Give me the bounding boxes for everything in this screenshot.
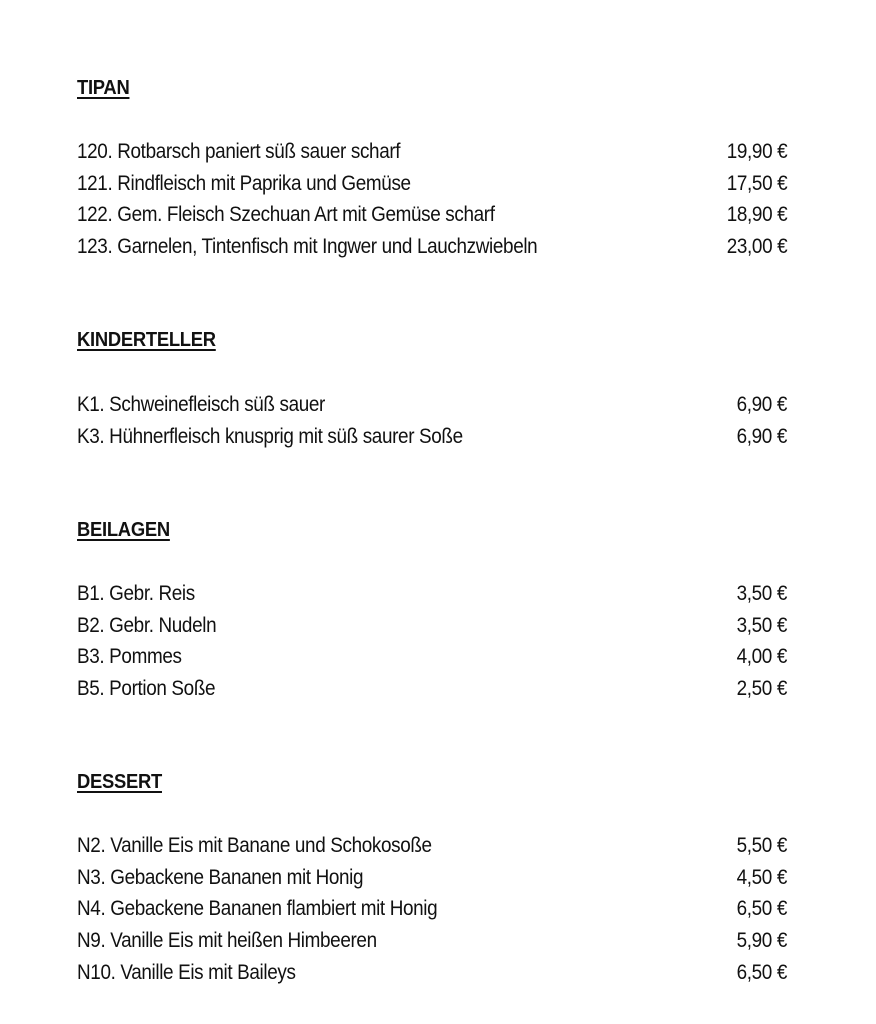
menu-item [77,421,787,453]
section-tipan-items [77,136,787,263]
section-beilagen-items [77,578,787,705]
item-price: 19,90 € [726,140,787,163]
item-name: 120. Rotbarsch paniert süß sauer scharf [77,140,401,163]
item-price: 6,90 € [736,393,787,416]
section-title: TIPAN [77,77,130,99]
item-name: N10. Vanille Eis mit Baileys [77,960,296,984]
item-price: 3,50 € [736,582,787,605]
item-price: 6,90 € [736,424,787,448]
item-price: 3,50 € [736,613,787,637]
item-price: 5,50 € [736,834,787,857]
menu-item [77,957,787,989]
item-name: B2. Gebr. Nudeln [77,613,217,637]
item-name: K1. Schweinefleisch süß sauer [77,393,325,416]
menu-item [77,610,787,642]
item-price: 17,50 € [726,171,787,195]
menu-item [77,925,787,957]
item-price: 5,90 € [736,929,787,953]
item-name: 123. Garnelen, Tintenfisch mit Ingwer und Lauchzwiebeln [77,235,538,259]
menu-item [77,893,787,925]
item-price: 6,50 € [736,897,787,921]
menu-item [77,673,787,705]
section-title: BEILAGEN [77,519,170,541]
menu-item [77,168,787,200]
item-name: K3. Hühnerfleisch knusprig mit süß saurer Soße [77,424,463,448]
item-price: 6,50 € [736,960,787,984]
section-title: DESSERT [77,771,162,793]
item-price: 4,00 € [736,645,787,669]
item-price: 23,00 € [726,235,787,259]
item-name: B5. Portion Soße [77,677,216,701]
menu-item [77,641,787,673]
item-name: B1. Gebr. Reis [77,582,195,605]
item-name: 121. Rindfleisch mit Paprika und Gemüse [77,171,411,195]
section-kinderteller [77,326,787,354]
menu-item [77,199,787,231]
item-price: 2,50 € [736,677,787,701]
item-name: 122. Gem. Fleisch Szechuan Art mit Gemüse scharf [77,203,495,227]
section-dessert [77,768,787,796]
section-beilagen [77,516,787,544]
item-price: 18,90 € [726,203,787,227]
menu-item [77,578,787,610]
item-price: 4,50 € [736,865,787,889]
section-title: KINDERTELLER [77,329,216,351]
item-name: N3. Gebackene Bananen mit Honig [77,865,364,889]
menu-item [77,862,787,894]
menu-item [77,136,787,168]
menu-item [77,389,787,421]
item-name: N2. Vanille Eis mit Banane und Schokosoße [77,834,432,857]
item-name: B3. Pommes [77,645,182,669]
item-name: N4. Gebackene Bananen flambiert mit Honig [77,897,438,921]
menu-item [77,231,787,263]
menu-item [77,830,787,862]
section-kinderteller-items [77,389,787,452]
section-dessert-items [77,830,787,988]
item-name: N9. Vanille Eis mit heißen Himbeeren [77,929,377,953]
section-tipan [77,74,787,102]
